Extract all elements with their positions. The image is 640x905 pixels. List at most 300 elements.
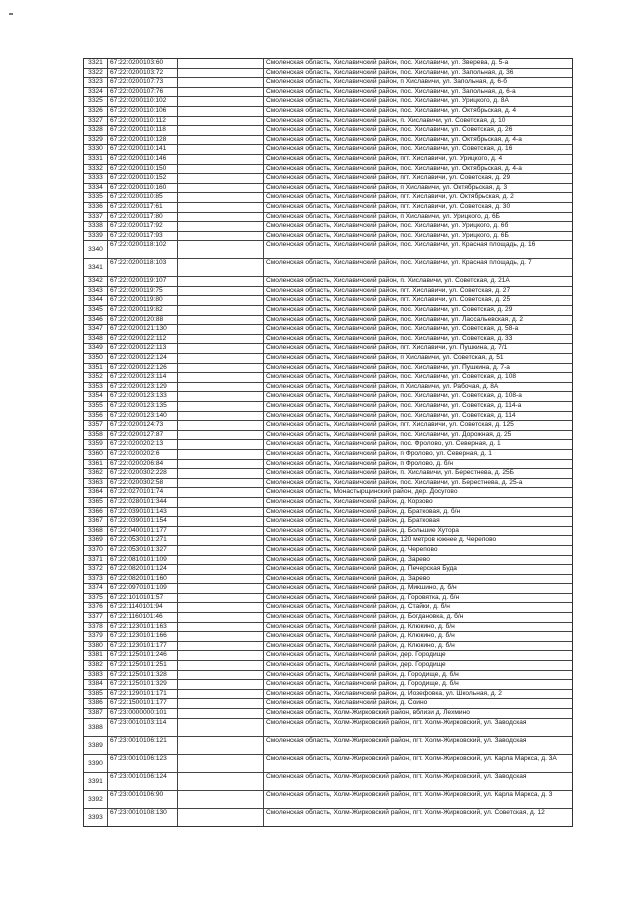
row-number: 3382: [84, 661, 108, 670]
address-cell: Смоленская область, Хиславичский район, п. Хиславичи, ул. Советская, д. 21А: [266, 277, 510, 285]
cadastral-number: 67:22:1290101:171: [108, 690, 178, 699]
row-number: 3338: [84, 222, 108, 231]
table-row: [84, 584, 572, 594]
empty-cell: [178, 809, 264, 826]
address-cell: Смоленская область, Хиславичский район, п. Хиславичи, ул. Советская, д. 10: [266, 116, 506, 124]
table-row: [84, 431, 572, 441]
row-number: 3326: [84, 107, 108, 116]
cadastral-number: 67:22:0390101:154: [108, 517, 178, 526]
table-row: [84, 556, 572, 566]
empty-cell: [178, 632, 264, 641]
row-number: 3354: [84, 392, 108, 401]
empty-cell: [178, 737, 264, 754]
cadastral-number: 67:22:0200103:60: [108, 59, 178, 68]
cadastral-number: 67:22:0200206:84: [108, 460, 178, 469]
address-cell: Смоленская область, Хиславичский район, пос. Хиславичи, ул. Октябрьская, д. 4: [266, 106, 517, 114]
address-cell: Смоленская область, Хиславичский район, пос. Хиславичи, ул. Советская, д. 16: [266, 145, 513, 153]
table-row: [84, 546, 572, 556]
row-number: 3359: [84, 440, 108, 449]
empty-cell: [178, 145, 264, 154]
table-row: [84, 354, 572, 364]
address-cell: Смоленская область, Хиславичский район, п. Хиславичи, ул. Берестнева, д. 25Б: [266, 469, 514, 477]
empty-cell: [178, 213, 264, 222]
row-number: 3344: [84, 296, 108, 305]
cadastral-number: 67:22:1230101:163: [108, 623, 178, 632]
cadastral-number: 67:22:0200123:140: [108, 412, 178, 421]
address-cell: Смоленская область, Хиславичский район, пгт. Хиславичи, ул. Советская, д. 125: [266, 421, 514, 429]
table-row: [84, 392, 572, 402]
address-cell: Смоленская область, Хиславичский район, п Хиславичи, ул. Запольная, д. 6-б: [266, 78, 507, 86]
empty-cell: [178, 773, 264, 790]
table-row: [84, 316, 572, 326]
row-number: 3366: [84, 508, 108, 517]
row-number: 3360: [84, 450, 108, 459]
table-row: [84, 671, 572, 681]
address-cell: Смоленская область, Хиславичский район, д. Клюкино, д. б/н: [266, 632, 455, 640]
row-number: 3373: [84, 575, 108, 584]
address-cell: Смоленская область, Холм-Жирковский район, пгт. Холм-Жирковский, ул. Заводская: [266, 772, 527, 780]
row-number: 3334: [84, 184, 108, 193]
row-number: 3358: [84, 431, 108, 440]
cadastral-number: 67:23:0010106:90: [108, 791, 178, 808]
address-cell: Смоленская область, Хиславичский район, пос. Фролово, ул. Северная, д. 1: [266, 440, 501, 448]
table-row: [84, 469, 572, 479]
table-row: [84, 373, 572, 383]
empty-cell: [178, 306, 264, 315]
address-cell: Смоленская область, Хиславичский район, д. Зарево: [266, 574, 430, 582]
empty-cell: [178, 78, 264, 87]
table-row: [84, 809, 572, 826]
row-number: 3351: [84, 364, 108, 373]
table-row: [84, 325, 572, 335]
row-number: 3341: [84, 259, 108, 276]
cadastral-number: 67:23:0010106:121: [108, 737, 178, 754]
table-row: [84, 773, 572, 791]
row-number: 3321: [84, 59, 108, 68]
row-number: 3327: [84, 117, 108, 126]
row-number: 3337: [84, 213, 108, 222]
row-number: 3329: [84, 136, 108, 145]
empty-cell: [178, 287, 264, 296]
row-number: 3330: [84, 145, 108, 154]
cadastral-number: 67:22:0200123:133: [108, 392, 178, 401]
cadastral-number: 67:22:0200110:146: [108, 155, 178, 164]
table-row: [84, 594, 572, 604]
address-cell: Смоленская область, Хиславичский район, пос. Хиславичи, ул. Советская, д. 114: [266, 411, 516, 419]
cadastral-number: 67:22:0200123:114: [108, 373, 178, 382]
row-number: 3392: [84, 791, 108, 808]
empty-cell: [178, 584, 264, 593]
cadastral-number: 67:22:0200117:80: [108, 213, 178, 222]
cadastral-number: 67:22:1250101:246: [108, 651, 178, 660]
table-row: [84, 421, 572, 431]
empty-cell: [178, 117, 264, 126]
address-cell: Смоленская область, Хиславичский район, пос. Хиславичи, ул. Красная площадь, д. 16: [266, 241, 536, 249]
empty-cell: [178, 259, 264, 276]
empty-cell: [178, 354, 264, 363]
empty-cell: [178, 344, 264, 353]
table-row: [84, 460, 572, 470]
cadastral-number: 67:22:0970101:109: [108, 584, 178, 593]
empty-cell: [178, 565, 264, 574]
empty-cell: [178, 651, 264, 660]
empty-cell: [178, 594, 264, 603]
address-cell: Смоленская область, Хиславичский район, п Фролово, д. б/н: [266, 459, 454, 467]
cadastral-number: 67:22:0200110:102: [108, 97, 178, 106]
cadastral-number: 67:22:0270101:74: [108, 488, 178, 497]
table-row: [84, 565, 572, 575]
table-row: [84, 479, 572, 489]
address-cell: Смоленская область, Хиславичский район, пос. Хиславичи, ул. Красная площадь, д. 7: [266, 259, 532, 267]
empty-cell: [178, 383, 264, 392]
empty-cell: [178, 709, 264, 718]
row-number: 3387: [84, 709, 108, 718]
address-cell: Смоленская область, Хиславичский район, д. Иозефовка, ул. Школьная, д. 2: [266, 689, 502, 697]
empty-cell: [178, 488, 264, 497]
address-cell: Смоленская область, Хиславичский район, пгт. Хиславичи, ул. Октябрьская, д. 2: [266, 193, 514, 201]
cadastral-number: 67:22:0200122:124: [108, 354, 178, 363]
cadastral-number: 67:22:0200123:135: [108, 402, 178, 411]
cadastral-number: 67:22:1250101:328: [108, 671, 178, 680]
empty-cell: [178, 719, 264, 736]
row-number: 3349: [84, 344, 108, 353]
cadastral-number: 67:22:1140101:94: [108, 603, 178, 612]
row-number: 3371: [84, 556, 108, 565]
empty-cell: [178, 690, 264, 699]
address-cell: Смоленская область, Хиславичский район, пос. Хиславичи, ул. Советская, д. 114-а: [266, 402, 522, 409]
table-row: [84, 193, 572, 203]
row-number: 3357: [84, 421, 108, 430]
row-number: 3386: [84, 699, 108, 708]
cadastral-number: 67:22:0200121:130: [108, 325, 178, 334]
table-row: [84, 737, 572, 755]
empty-cell: [178, 203, 264, 212]
row-number: 3355: [84, 402, 108, 411]
table-row: [84, 174, 572, 184]
empty-cell: [178, 59, 264, 68]
row-number: 3325: [84, 97, 108, 106]
empty-cell: [178, 517, 264, 526]
address-cell: Смоленская область, Монастырщинский район, дер. Досугово: [266, 488, 458, 496]
cadastral-number: 67:22:0200103:72: [108, 69, 178, 78]
cadastral-number: 67:22:0200110:141: [108, 145, 178, 154]
address-cell: Смоленская область, Холм-Жирковский район, пгт. Холм-Жирковский, ул. Карла Маркса, д. 3: [266, 790, 553, 798]
row-number: 3377: [84, 613, 108, 622]
table-row: [84, 306, 572, 316]
table-row: [84, 222, 572, 232]
empty-cell: [178, 184, 264, 193]
table-row: [84, 136, 572, 146]
empty-cell: [178, 316, 264, 325]
address-cell: Смоленская область, Хиславичский район, пос. Хиславичи, ул. Урицкого, д. 8А: [266, 97, 509, 105]
table-row: [84, 755, 572, 773]
address-cell: Смоленская область, Хиславичский район, д. Братковая, д. б/н: [266, 507, 461, 515]
address-cell: Смоленская область, Хиславичский район, пос. Хиславичи, ул. Дорожная, д. 25: [266, 430, 512, 438]
cadastral-number: 67:22:0530101:271: [108, 536, 178, 545]
empty-cell: [178, 642, 264, 651]
empty-cell: [178, 450, 264, 459]
empty-cell: [178, 699, 264, 708]
row-number: 3376: [84, 603, 108, 612]
table-row: [84, 107, 572, 117]
address-cell: Смоленская область, Холм-Жирковский район, пгт. Холм-Жирковский, ул. Заводская: [266, 718, 527, 726]
address-cell: Смоленская область, Хиславичский район, пос. Хиславичи, ул. Лассальевская, д. 2: [266, 315, 524, 323]
cadastral-number: 67:22:0530101:327: [108, 546, 178, 555]
address-cell: Смоленская область, Хиславичский район, д. Горовятка, д. б/н: [266, 593, 460, 601]
empty-cell: [178, 431, 264, 440]
empty-cell: [178, 402, 264, 411]
table-row: [84, 719, 572, 737]
empty-cell: [178, 556, 264, 565]
address-cell: Смоленская область, Хиславичский район, д. Печерская Буда: [266, 565, 457, 573]
row-number: 3324: [84, 88, 108, 97]
table-row: [84, 364, 572, 374]
row-number: 3379: [84, 632, 108, 641]
address-cell: Смоленская область, Хиславичский район, д. Городище, д. б/н: [266, 670, 459, 678]
table-row: [84, 69, 572, 79]
empty-cell: [178, 325, 264, 334]
empty-cell: [178, 69, 264, 78]
address-cell: Смоленская область, Хиславичский район, д. Черепово: [266, 545, 438, 553]
address-cell: Смоленская область, Хиславичский район, пос. Хиславичи, ул. Зверева, д. 5-а: [266, 59, 509, 66]
address-cell: Смоленская область, Хиславичский район, пгт. Хиславичи, ул. Советская, д. 30: [266, 202, 511, 210]
empty-cell: [178, 661, 264, 670]
row-number: 3361: [84, 460, 108, 469]
table-row: [84, 690, 572, 700]
address-cell: Смоленская область, Хиславичский район, д. Городище, д. б/н: [266, 680, 459, 688]
row-number: 3374: [84, 584, 108, 593]
empty-cell: [178, 155, 264, 164]
cadastral-number: 67:22:0200118:103: [108, 259, 178, 276]
row-number: 3367: [84, 517, 108, 526]
address-cell: Смоленская область, Хиславичский район, пос. Хиславичи, ул. Урицкого, д. 6б: [266, 222, 509, 230]
empty-cell: [178, 88, 264, 97]
table-row: [84, 661, 572, 671]
cadastral-number: 67:23:0000000:101: [108, 709, 178, 718]
table-row: [84, 88, 572, 98]
empty-cell: [178, 479, 264, 488]
table-row: [84, 791, 572, 809]
empty-cell: [178, 527, 264, 536]
row-number: 3369: [84, 536, 108, 545]
table-row: [84, 287, 572, 297]
row-number: 3333: [84, 174, 108, 183]
address-cell: Смоленская область, Хиславичский район, пгт. Хиславичи, ул. Советская, д. 25: [266, 296, 511, 304]
cadastral-number: 67:23:0010103:114: [108, 719, 178, 736]
cadastral-number: 67:22:0200119:75: [108, 287, 178, 296]
row-number: 3364: [84, 488, 108, 497]
address-cell: Смоленская область, Хиславичский район, пос. Хиславичи, ул. Советская, д. 29: [266, 306, 513, 314]
cadastral-number: 67:22:0200119:82: [108, 306, 178, 315]
table-row: [84, 603, 572, 613]
cadastral-number: 67:22:0200110:150: [108, 165, 178, 174]
address-cell: Смоленская область, Хиславичский район, пос. Хиславичи, ул. Советская, д. 26: [266, 126, 513, 134]
table-row: [84, 632, 572, 642]
row-number: 3388: [84, 719, 108, 736]
cadastral-number: 67:22:0200117:93: [108, 232, 178, 241]
cadastral-number: 67:22:0820101:124: [108, 565, 178, 574]
address-cell: Смоленская область, Хиславичский район, пгт. Хиславичи, ул. Пушкина, д. 7/1: [266, 344, 508, 352]
row-number: 3352: [84, 373, 108, 382]
cadastral-number: 67:22:0200110:128: [108, 136, 178, 145]
row-number: 3365: [84, 498, 108, 507]
address-cell: Смоленская область, Хиславичский район, д. Соино: [266, 699, 428, 707]
table-row: [84, 709, 572, 719]
cadastral-number: 67:22:1230101:177: [108, 642, 178, 651]
row-number: 3375: [84, 594, 108, 603]
address-cell: Смоленская область, Хиславичский район, 120 метров южнее д. Черепово: [266, 536, 497, 544]
row-number: 3381: [84, 651, 108, 660]
empty-cell: [178, 613, 264, 622]
table-row: [84, 527, 572, 537]
empty-cell: [178, 671, 264, 680]
cadastral-number: 67:22:0200107:76: [108, 88, 178, 97]
address-cell: Смоленская область, Хиславичский район, пос. Хиславичи, ул. Запольная, д. 6-а: [266, 87, 516, 95]
empty-cell: [178, 364, 264, 373]
empty-cell: [178, 623, 264, 632]
cadastral-number: 67:23:0010106:124: [108, 773, 178, 790]
scan-mark: [9, 13, 13, 15]
address-cell: Смоленская область, Хиславичский район, дер. Городище: [266, 661, 446, 669]
empty-cell: [178, 136, 264, 145]
address-cell: Смоленская область, Хиславичский район, пос. Хиславичи, ул. Советская, д. 108-а: [266, 392, 522, 400]
cadastral-number: 67:22:1160101:46: [108, 613, 178, 622]
address-cell: Смоленская область, Хиславичский район, пгт. Хиславичи, ул. Советская, д. 27: [266, 286, 511, 294]
cadastral-number: 67:22:1010101:57: [108, 594, 178, 603]
cadastral-number: 67:22:1250101:251: [108, 661, 178, 670]
cadastral-number: 67:22:0400101:177: [108, 527, 178, 536]
cadastral-number: 67:22:0200122:113: [108, 344, 178, 353]
table-row: [84, 575, 572, 585]
row-number: 3391: [84, 773, 108, 790]
cadastral-number: 67:22:0200120:88: [108, 316, 178, 325]
table-row: [84, 508, 572, 518]
address-cell: Смоленская область, Хиславичский район, д. Братковая: [266, 517, 440, 525]
table-row: [84, 213, 572, 223]
row-number: 3356: [84, 412, 108, 421]
row-number: 3342: [84, 277, 108, 286]
row-number: 3328: [84, 126, 108, 135]
empty-cell: [178, 165, 264, 174]
table-row: [84, 412, 572, 422]
empty-cell: [178, 107, 264, 116]
address-cell: Смоленская область, Холм-Жирковский район, вблизи д. Лехмино: [266, 709, 470, 716]
table-row: [84, 680, 572, 690]
address-cell: Смоленская область, Хиславичский район, пос. Хиславичи, ул. Советская, д. 58-а: [266, 325, 519, 333]
table-row: [84, 145, 572, 155]
cadastral-number: 67:22:0200110:118: [108, 126, 178, 135]
address-cell: Смоленская область, Хиславичский район, д. Зарево: [266, 555, 430, 563]
empty-cell: [178, 373, 264, 382]
row-number: 3363: [84, 479, 108, 488]
table-row: [84, 517, 572, 527]
empty-cell: [178, 241, 264, 258]
row-number: 3368: [84, 527, 108, 536]
table-row: [84, 651, 572, 661]
address-cell: Смоленская область, Хиславичский район, д. Микшино, д. б/н: [266, 584, 457, 592]
row-number: 3345: [84, 306, 108, 315]
row-number: 3340: [84, 241, 108, 258]
row-number: 3385: [84, 690, 108, 699]
address-cell: Смоленская область, Хиславичский район, д. Стайки, д. б/н: [266, 603, 450, 611]
table-row: [84, 165, 572, 175]
table-row: [84, 536, 572, 546]
address-cell: Смоленская область, Хиславичский район, д. Большие Хутора: [266, 526, 459, 534]
cadastral-number: 67:23:0010108:130: [108, 809, 178, 826]
cadastral-number: 67:22:0200110:112: [108, 117, 178, 126]
table-row: [84, 402, 572, 412]
empty-cell: [178, 421, 264, 430]
row-number: 3384: [84, 680, 108, 689]
table-row: [84, 117, 572, 127]
row-number: 3323: [84, 78, 108, 87]
address-cell: Смоленская область, Хиславичский район, пос. Хиславичи, ул. Октябрьская, д. 4-а: [266, 135, 522, 143]
row-number: 3346: [84, 316, 108, 325]
address-cell: Смоленская область, Хиславичский район, д. Клюкино, д. б/н: [266, 641, 455, 649]
row-number: 3335: [84, 193, 108, 202]
cadastral-number: 67:22:0200110:152: [108, 174, 178, 183]
empty-cell: [178, 174, 264, 183]
address-cell: Смоленская область, Холм-Жирковский район, пгт. Холм-Жирковский, ул. Карла Маркса, д. 3А: [266, 754, 557, 762]
cadastral-number: 67:22:0200117:92: [108, 222, 178, 231]
empty-cell: [178, 97, 264, 106]
cadastral-number: 67:22:1500101:177: [108, 699, 178, 708]
row-number: 3378: [84, 623, 108, 632]
empty-cell: [178, 296, 264, 305]
address-cell: Смоленская область, Хиславичский район, п Хиславичи, ул. Рабочая, д. 8А: [266, 382, 499, 390]
property-table: [83, 58, 573, 827]
empty-cell: [178, 126, 264, 135]
row-number: 3322: [84, 69, 108, 78]
cadastral-number: 67:22:0200107:73: [108, 78, 178, 87]
address-cell: Смоленская область, Холм-Жирковский район, пгт. Холм-Жирковский, ул. Заводская: [266, 736, 527, 744]
row-number: 3339: [84, 232, 108, 241]
empty-cell: [178, 392, 264, 401]
address-cell: Смоленская область, Хиславичский район, п Фролово, ул. Северная, д. 1: [266, 449, 492, 457]
cadastral-number: 67:22:0200124:73: [108, 421, 178, 430]
empty-cell: [178, 536, 264, 545]
row-number: 3348: [84, 335, 108, 344]
address-cell: Смоленская область, Хиславичский район, пос. Хиславичи, ул. Советская, д. 108: [266, 373, 517, 381]
address-cell: Смоленская область, Хиславичский район, п Хиславичи, ул. Советская, д. 51: [266, 354, 504, 362]
row-number: 3370: [84, 546, 108, 555]
empty-cell: [178, 440, 264, 449]
row-number: 3380: [84, 642, 108, 651]
address-cell: Смоленская область, Хиславичский район, пгт. Хиславичи, ул. Урицкого, д. 4: [266, 154, 503, 162]
cadastral-number: 67:22:0200202:13: [108, 440, 178, 449]
address-cell: Смоленская область, Хиславичский район, пос. Хиславичи, ул. Пушкина, д. 7-а: [266, 363, 510, 371]
address-cell: Смоленская область, Хиславичский район, пос. Хиславичи, ул. Советская, д. 33: [266, 334, 513, 342]
empty-cell: [178, 232, 264, 241]
cadastral-number: 67:22:0200117:61: [108, 203, 178, 212]
cadastral-number: 67:22:0200202:6: [108, 450, 178, 459]
row-number: 3390: [84, 755, 108, 772]
cadastral-number: 67:22:0820101:160: [108, 575, 178, 584]
address-cell: Смоленская область, Хиславичский район, д. Клюкино, д. б/н: [266, 622, 455, 630]
cadastral-number: 67:22:0200302:58: [108, 479, 178, 488]
table-row: [84, 498, 572, 508]
cadastral-number: 67:22:0200119:107: [108, 277, 178, 286]
cadastral-number: 67:22:0390101:143: [108, 508, 178, 517]
cadastral-number: 67:22:0200110:106: [108, 107, 178, 116]
row-number: 3331: [84, 155, 108, 164]
empty-cell: [178, 469, 264, 478]
row-number: 3389: [84, 737, 108, 754]
address-cell: Смоленская область, Хиславичский район, пос. Хиславичи, ул. Запольная, д. 36: [266, 68, 514, 76]
row-number: 3350: [84, 354, 108, 363]
address-cell: Смоленская область, Хиславичский район, пос. Хиславичи, ул. Берестнева, д. 25-а: [266, 478, 523, 486]
empty-cell: [178, 603, 264, 612]
